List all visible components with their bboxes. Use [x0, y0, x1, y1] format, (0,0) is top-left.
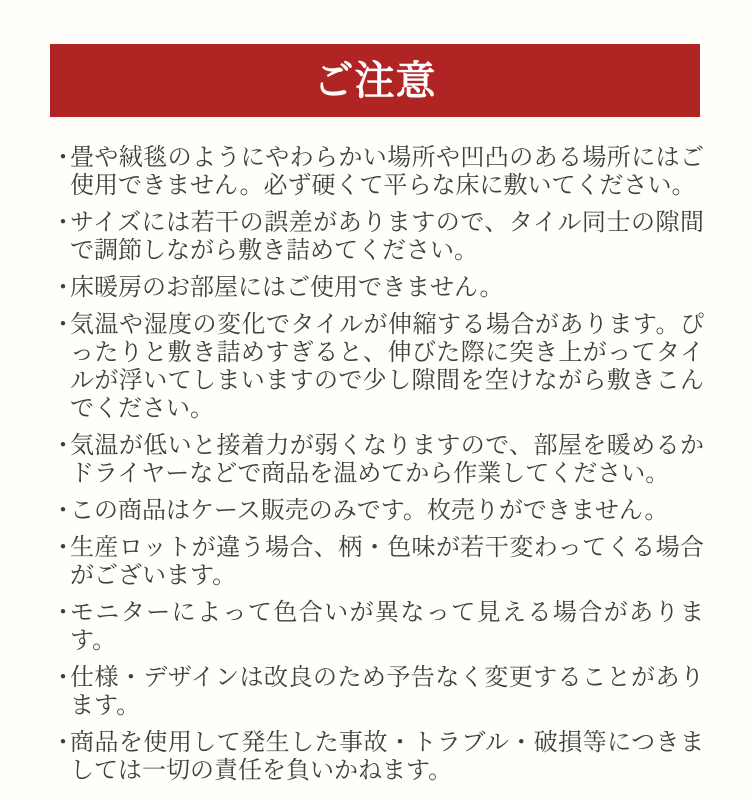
bullet-marker: ・ — [51, 664, 75, 691]
notice-item — [51, 497, 704, 525]
notice-item — [51, 599, 704, 655]
bullet-marker: ・ — [51, 432, 75, 459]
notice-text: 床暖房のお部屋にはご使用できません。 — [70, 274, 504, 301]
caution-header-banner — [50, 44, 700, 117]
bullet-marker: ・ — [51, 599, 75, 626]
notice-text: 畳や絨毯のようにやわらかい場所や凹凸のある場所にはご使用できません。必ず硬くて平らな床に敷いてください。 — [70, 144, 704, 199]
notice-item — [51, 432, 704, 488]
bullet-marker: ・ — [51, 209, 75, 236]
notice-item — [51, 729, 704, 785]
caution-title: ご注意 — [313, 58, 437, 103]
notice-item — [51, 209, 704, 265]
bullet-marker: ・ — [51, 311, 75, 338]
notice-text: この商品はケース販売のみです。枚売りができません。 — [70, 497, 669, 524]
bullet-marker: ・ — [51, 144, 75, 171]
notice-text: 気温が低いと接着力が弱くなりますので、部屋を暖めるかドライヤーなどで商品を温めてから作業してください。 — [70, 432, 704, 487]
notice-text: モニターによって色合いが異なって見える場合があります。 — [70, 599, 704, 654]
notice-text: 仕様・デザインは改良のため予告なく変更することがあります。 — [70, 664, 704, 719]
notice-item — [51, 664, 704, 720]
bullet-marker: ・ — [51, 274, 75, 301]
notice-list — [51, 144, 704, 785]
notice-item — [51, 534, 704, 590]
notice-text: 生産ロットが違う場合、柄・色味が若干変わってくる場合がございます。 — [70, 534, 704, 589]
notice-text: 商品を使用して発生した事故・トラブル・破損等につきましては一切の責任を負いかねます。 — [70, 729, 704, 784]
bullet-marker: ・ — [51, 497, 75, 524]
notice-item — [51, 311, 704, 423]
bullet-marker: ・ — [51, 729, 75, 756]
notice-text: 気温や湿度の変化でタイルが伸縮する場合があります。ぴったりと敷き詰めすぎると、伸びた際に突き上がってタイルが浮いてしまいますので少し隙間を空けながら敷きこんでください。 — [70, 311, 704, 422]
notice-text: サイズには若干の誤差がありますので、タイル同士の隙間で調節しながら敷き詰めてください。 — [70, 209, 704, 264]
notice-item — [51, 144, 704, 200]
bullet-marker: ・ — [51, 534, 75, 561]
notice-item — [51, 274, 704, 302]
